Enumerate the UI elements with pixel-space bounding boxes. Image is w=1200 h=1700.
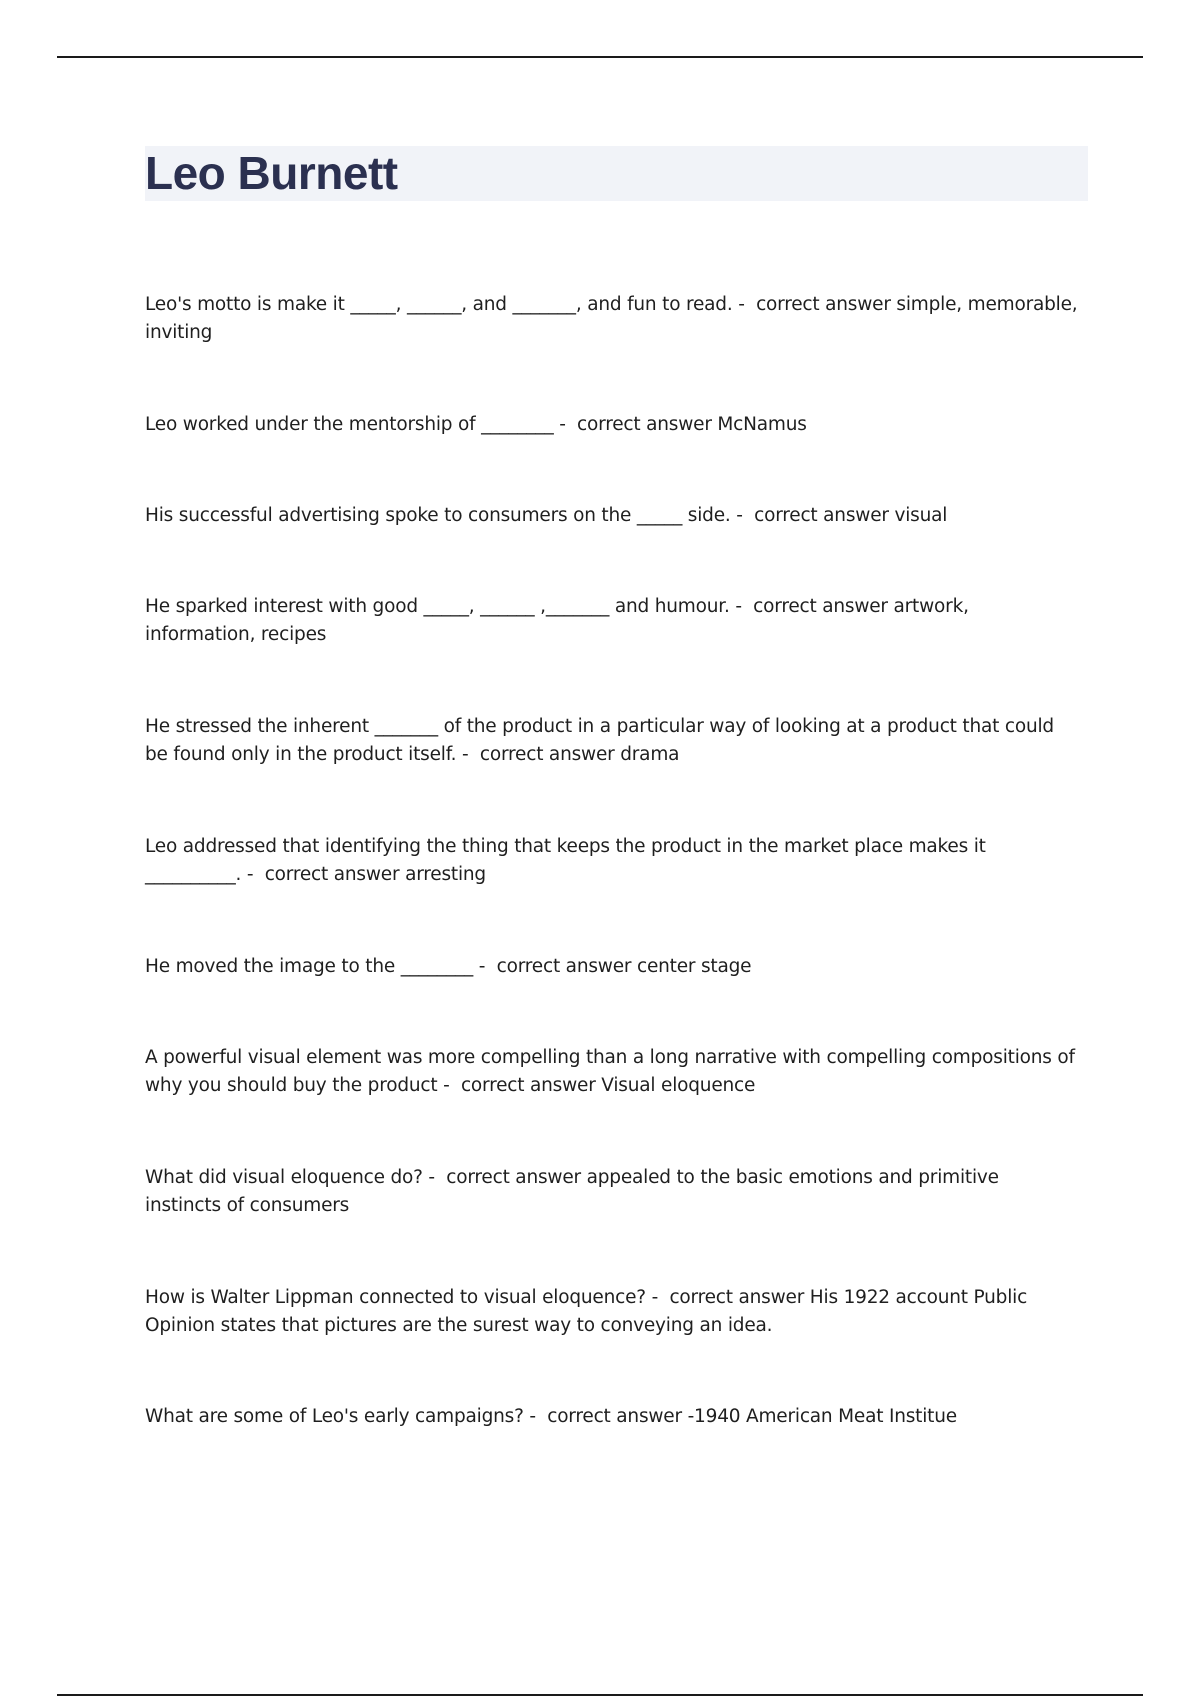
answer-separator: - correct answer [645, 1287, 810, 1308]
top-divider [57, 56, 1143, 58]
question-text: Leo's motto is make it _____, ______, and _______, and fun to read. [145, 294, 733, 315]
answer-text: artwork, information, recipes [145, 596, 969, 645]
question-text: He stressed the inherent _______ of the product in a particular way of looking at a product that could be found only in the product itself. [145, 716, 1054, 765]
qa-item [145, 833, 1080, 889]
document-title: Leo Burnett [145, 147, 398, 199]
answer-text: Visual eloquence [601, 1075, 756, 1096]
question-text: What are some of Leo's early campaigns? [145, 1406, 524, 1427]
question-text: What did visual eloquence do? [145, 1167, 423, 1188]
answer-separator: - correct answer [456, 744, 621, 765]
answer-separator: - correct answer [732, 294, 897, 315]
qa-item [145, 713, 1080, 769]
answer-separator: - correct answer [422, 1167, 587, 1188]
question-text: He moved the image to the ________ [145, 956, 474, 977]
question-text: A powerful visual element was more compelling than a long narrative with compelling compositions of why you should buy the product [145, 1047, 1075, 1096]
answer-separator: - correct answer [437, 1075, 602, 1096]
answer-separator: - correct answer [730, 505, 895, 526]
qa-item [145, 291, 1080, 347]
qa-item [145, 1044, 1080, 1100]
answer-text: -1940 American Meat Institue [687, 1406, 957, 1427]
answer-separator: - correct answer [523, 1406, 688, 1427]
qa-item [145, 953, 1080, 981]
bottom-divider [57, 1694, 1143, 1696]
answer-separator: - correct answer [473, 956, 637, 977]
qa-item [145, 1403, 1080, 1431]
answer-text: drama [620, 744, 680, 765]
answer-text: His 1922 account Public Opinion states that pictures are the surest way to conveying an idea. [145, 1287, 1028, 1336]
qa-item [145, 411, 1080, 439]
answer-text: McNamus [717, 414, 807, 435]
answer-text: visual [894, 505, 948, 526]
answer-text: simple, memorable, inviting [145, 294, 1078, 343]
answer-text: appealed to the basic emotions and primitive instincts of consumers [145, 1167, 999, 1216]
answer-separator: - correct answer [729, 596, 894, 617]
question-text: Leo addressed that identifying the thing that keeps the product in the market place makes it __________. [145, 836, 986, 885]
qa-item [145, 1284, 1080, 1340]
answer-text: center stage [636, 956, 752, 977]
question-text: His successful advertising spoke to consumers on the _____ side. [145, 505, 731, 526]
qa-item [145, 1164, 1080, 1220]
answer-separator: - correct answer [553, 414, 718, 435]
answer-text: arresting [405, 864, 486, 885]
question-text: He sparked interest with good _____, ______ ,_______ and humour. [145, 596, 730, 617]
qa-item [145, 502, 1080, 530]
question-text: How is Walter Lippman connected to visual eloquence? [145, 1287, 646, 1308]
question-text: Leo worked under the mentorship of ________ [145, 414, 554, 435]
qa-item [145, 593, 1080, 649]
answer-separator: - correct answer [241, 864, 406, 885]
